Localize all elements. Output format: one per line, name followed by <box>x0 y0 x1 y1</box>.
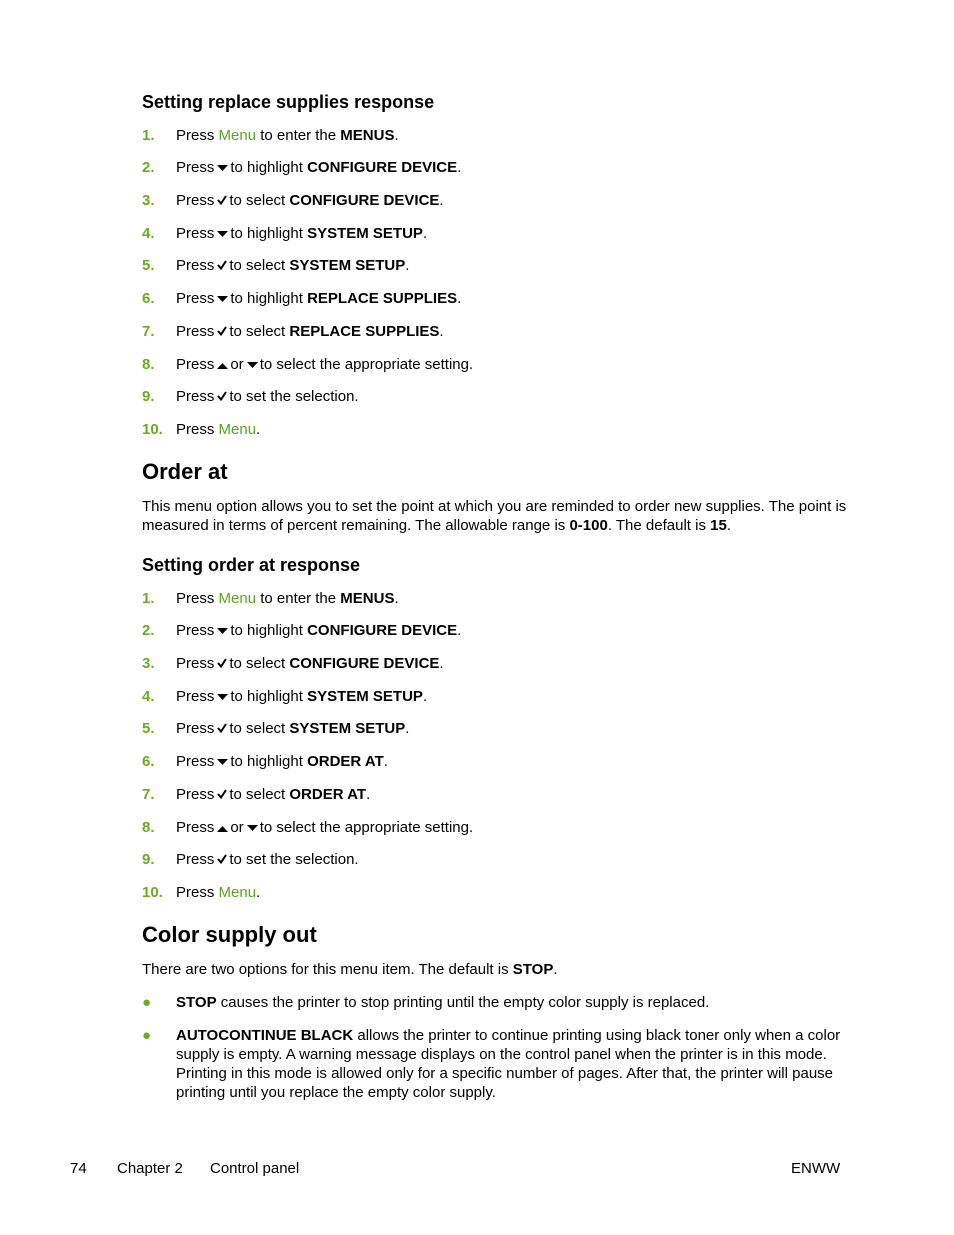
step-number: 6. <box>142 753 155 770</box>
paragraph-order-at <box>142 497 852 535</box>
step-action-text: to select <box>229 257 286 274</box>
step-end-punct: . <box>422 225 428 242</box>
step-number: 9. <box>142 851 155 868</box>
checkmark-icon <box>217 655 227 673</box>
step-menu-item: ORDER AT <box>289 786 367 803</box>
step-number: 1. <box>142 590 155 607</box>
step-text <box>176 622 461 640</box>
step-or-label: or <box>230 819 244 836</box>
step-text <box>176 356 473 374</box>
checkmark-icon <box>217 388 227 406</box>
step-end-punct: . <box>256 884 261 901</box>
step-press-label: Press <box>176 655 215 672</box>
step-press-label: Press <box>176 323 215 340</box>
step-number: 7. <box>142 323 155 340</box>
footer-page-number: 74 <box>70 1160 87 1177</box>
csout-intro-2: . <box>553 961 558 978</box>
step-menu-item: SYSTEM SETUP <box>289 257 406 274</box>
order-at-text-2: . The default is <box>607 517 711 534</box>
step-press-label: Press <box>176 388 215 405</box>
step-press-label: Press <box>176 421 215 438</box>
step-text <box>176 159 461 177</box>
step-number: 10. <box>142 884 163 901</box>
step-menu-item: CONFIGURE DEVICE <box>289 192 440 209</box>
order-at-text-1: This menu option allows you to set the point at which you are reminded to order new supplies. The point is measured in terms of percent remaining. The allowable range is <box>142 498 847 534</box>
step-press-label: Press <box>176 688 215 705</box>
step-number: 7. <box>142 786 155 803</box>
bullet-bold: AUTOCONTINUE BLACK <box>176 1027 354 1044</box>
up-arrow-icon <box>217 356 228 374</box>
step-action-text: to select <box>229 192 286 209</box>
step-end-punct: . <box>439 655 444 672</box>
step-menu-item: MENUS <box>340 127 395 144</box>
checkmark-icon <box>217 323 227 341</box>
step-text <box>176 257 409 275</box>
step-number: 5. <box>142 257 155 274</box>
step-number: 6. <box>142 290 155 307</box>
csout-default: STOP <box>512 961 554 978</box>
step-menu-item: REPLACE SUPPLIES <box>289 323 440 340</box>
step-number: 3. <box>142 655 155 672</box>
step-menu-item: SYSTEM SETUP <box>307 688 423 705</box>
section-heading-order-at-response: Setting order at response <box>142 555 361 575</box>
step-press-label: Press <box>176 622 215 639</box>
step-number: 2. <box>142 622 155 639</box>
step-end-punct: . <box>366 786 371 803</box>
step-press-label: Press <box>176 786 215 803</box>
step-text <box>176 655 444 673</box>
step-or-label: or <box>230 356 244 373</box>
step-number: 10. <box>142 421 163 438</box>
menu-button-reference: Menu <box>218 884 257 901</box>
bullet-dot-icon: ● <box>142 994 152 1011</box>
step-number: 3. <box>142 192 155 209</box>
step-number: 8. <box>142 356 155 373</box>
step-text <box>176 819 473 837</box>
step-menu-item: REPLACE SUPPLIES <box>307 290 458 307</box>
down-arrow-icon <box>217 688 228 706</box>
down-arrow-icon <box>217 622 228 640</box>
step-action-text: to highlight <box>230 159 303 176</box>
down-arrow-icon <box>247 819 258 837</box>
down-arrow-icon <box>217 753 228 771</box>
up-arrow-icon <box>217 819 228 837</box>
step-menu-item: MENUS <box>340 590 395 607</box>
footer-chapter: Chapter 2 <box>117 1160 183 1177</box>
step-text <box>176 127 399 145</box>
section-heading-replace-supplies: Setting replace supplies response <box>142 92 435 112</box>
step-menu-item: CONFIGURE DEVICE <box>289 655 440 672</box>
step-press-label: Press <box>176 720 215 737</box>
step-number: 1. <box>142 127 155 144</box>
step-end-punct: . <box>405 257 410 274</box>
step-action-text: to set the selection. <box>229 851 359 868</box>
step-action-text: to select <box>229 720 286 737</box>
menu-button-reference: Menu <box>218 590 257 607</box>
step-text <box>176 421 260 439</box>
step-text <box>176 753 388 771</box>
bullet-text: causes the printer to stop printing until the empty color supply is replaced. <box>216 994 710 1011</box>
step-action-text: to highlight <box>230 753 303 770</box>
step-press-label: Press <box>176 127 215 144</box>
step-end-punct: . <box>439 192 444 209</box>
step-end-punct: . <box>256 421 261 438</box>
step-end-punct: . <box>457 159 462 176</box>
step-end-punct: . <box>457 622 462 639</box>
paragraph-color-supply-out <box>142 960 852 979</box>
step-press-label: Press <box>176 290 215 307</box>
order-at-range: 0-100 <box>569 517 608 534</box>
step-action-text: to select <box>229 323 286 340</box>
step-number: 5. <box>142 720 155 737</box>
step-end-punct: . <box>457 290 462 307</box>
heading-color-supply-out: Color supply out <box>142 922 317 947</box>
step-text <box>176 786 370 804</box>
step-press-label: Press <box>176 851 215 868</box>
checkmark-icon <box>217 851 227 869</box>
step-press-label: Press <box>176 356 215 373</box>
order-at-default: 15 <box>710 517 727 534</box>
step-action-text: to enter the <box>260 590 337 607</box>
step-press-label: Press <box>176 192 215 209</box>
step-text <box>176 323 444 341</box>
step-text <box>176 720 409 738</box>
step-number: 8. <box>142 819 155 836</box>
step-number: 4. <box>142 225 155 242</box>
step-end-punct: . <box>383 753 388 770</box>
menu-button-reference: Menu <box>218 127 257 144</box>
footer-right-label: ENWW <box>791 1160 841 1177</box>
step-action-text: to select <box>229 655 286 672</box>
step-text <box>176 851 359 869</box>
step-action-text: to select the appropriate setting. <box>259 819 474 836</box>
footer-chapter-title: Control panel <box>210 1160 300 1177</box>
checkmark-icon <box>217 720 227 738</box>
step-press-label: Press <box>176 819 215 836</box>
step-text <box>176 290 461 308</box>
step-action-text: to highlight <box>230 688 303 705</box>
step-end-punct: . <box>439 323 444 340</box>
step-press-label: Press <box>176 884 215 901</box>
step-text <box>176 688 427 706</box>
step-menu-item: SYSTEM SETUP <box>289 720 406 737</box>
step-menu-item: SYSTEM SETUP <box>307 225 423 242</box>
step-press-label: Press <box>176 225 215 242</box>
step-text <box>176 884 260 902</box>
step-end-punct: . <box>394 590 399 607</box>
order-at-text-3: . <box>726 517 731 534</box>
step-number: 9. <box>142 388 155 405</box>
step-menu-item: CONFIGURE DEVICE <box>307 622 458 639</box>
bullet-text: allows the printer to continue printing using black toner only when a color supply is empty. A warning message displays on the control panel when the printer is in this mode. Printing in this mode is allowed only for a specific number of pages. After that, the printer will pause printing until you replace the empty color supply. <box>176 1027 841 1101</box>
down-arrow-icon <box>217 159 228 177</box>
step-press-label: Press <box>176 590 215 607</box>
checkmark-icon <box>217 192 227 210</box>
checkmark-icon <box>217 786 227 804</box>
step-press-label: Press <box>176 159 215 176</box>
step-action-text: to select the appropriate setting. <box>259 356 474 373</box>
bullet-bold: STOP <box>176 994 217 1011</box>
step-text <box>176 192 444 210</box>
menu-button-reference: Menu <box>218 421 257 438</box>
step-end-punct: . <box>394 127 399 144</box>
step-action-text: to highlight <box>230 290 303 307</box>
bullet-dot-icon: ● <box>142 1027 152 1044</box>
step-press-label: Press <box>176 257 215 274</box>
step-text <box>176 388 359 406</box>
heading-order-at: Order at <box>142 459 228 484</box>
step-action-text: to highlight <box>230 622 303 639</box>
down-arrow-icon <box>217 225 228 243</box>
step-action-text: to highlight <box>230 225 303 242</box>
checkmark-icon <box>217 257 227 275</box>
step-number: 4. <box>142 688 155 705</box>
step-action-text: to enter the <box>260 127 337 144</box>
csout-intro-1: There are two options for this menu item. The default is <box>142 961 513 978</box>
step-text <box>176 590 399 608</box>
down-arrow-icon <box>217 290 228 308</box>
step-number: 2. <box>142 159 155 176</box>
step-menu-item: CONFIGURE DEVICE <box>307 159 458 176</box>
step-press-label: Press <box>176 753 215 770</box>
step-end-punct: . <box>405 720 410 737</box>
step-text <box>176 225 427 243</box>
step-end-punct: . <box>422 688 428 705</box>
step-action-text: to set the selection. <box>229 388 359 405</box>
down-arrow-icon <box>247 356 258 374</box>
step-action-text: to select <box>229 786 286 803</box>
step-menu-item: ORDER AT <box>307 753 384 770</box>
